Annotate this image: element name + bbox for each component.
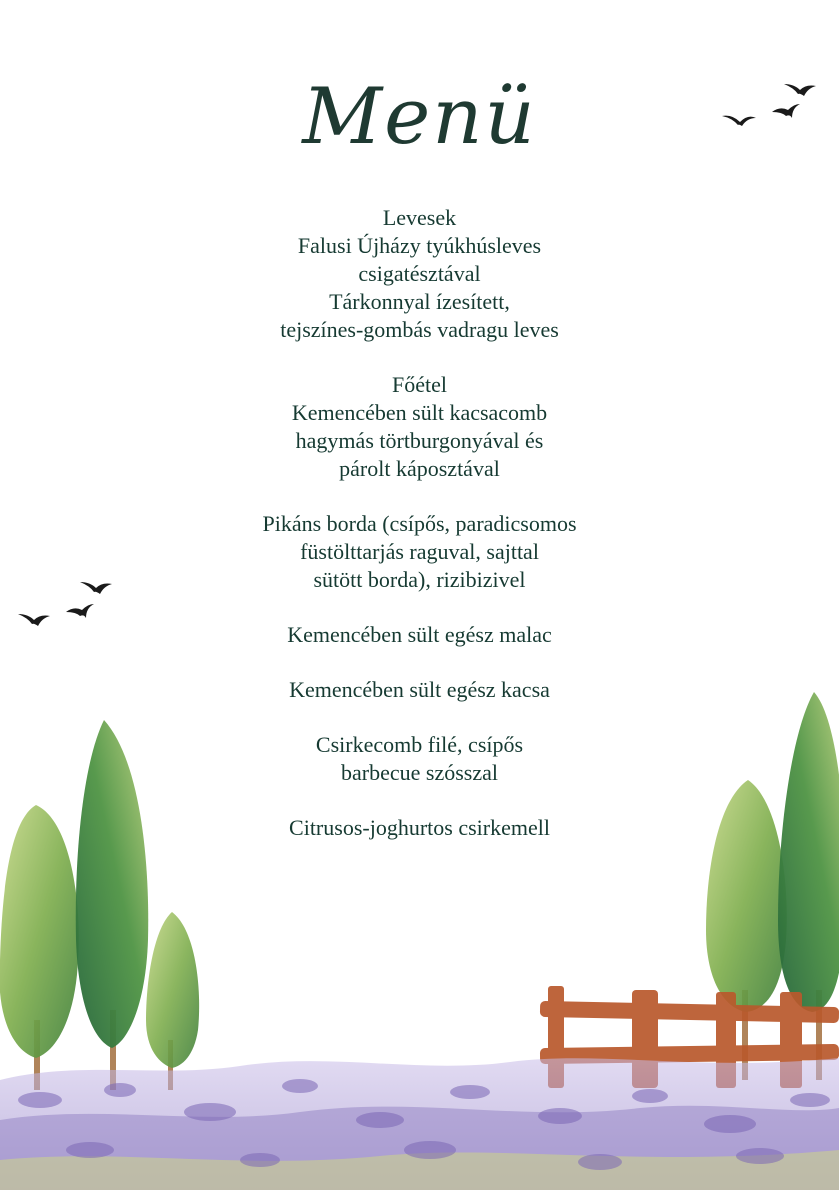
menu-line: tejszínes-gombás vadragu leves: [280, 317, 559, 342]
menu-line: hagymás törtburgonyával és: [295, 428, 544, 453]
menu-line: Tárkonnyal ízesített,: [329, 289, 510, 314]
menu-line: füstölttarjás raguval, sajttal: [300, 539, 539, 564]
cypress-tree-icon: [146, 912, 199, 1090]
menu-line: Kemencében sült kacsacomb: [291, 400, 548, 425]
menu-line: sütött borda), rizibizivel: [313, 567, 526, 592]
menu-line: barbecue szósszal: [341, 760, 498, 785]
menu-section-item: [0, 814, 839, 842]
lavender-field-icon: [0, 1058, 839, 1190]
menu-list: [0, 204, 839, 869]
menu-section-soups: [0, 204, 839, 344]
menu-line: Citrusos-joghurtos csirkemell: [289, 815, 550, 840]
menu-section-item: [0, 731, 839, 787]
menu-section-item: [0, 621, 839, 649]
menu-line: Levesek: [382, 205, 457, 230]
menu-section-item: [0, 676, 839, 704]
menu-line: Falusi Újházy tyúkhúsleves: [297, 233, 542, 258]
menu-section-item: [0, 510, 839, 594]
menu-line: csigatésztával: [358, 261, 481, 286]
wooden-fence-icon: [540, 986, 839, 1088]
menu-section-mains: [0, 371, 839, 483]
menu-title: Menü: [302, 72, 537, 162]
menu-line: párolt káposztával: [339, 456, 500, 481]
menu-line: Pikáns borda (csípős, paradicsomos: [262, 511, 577, 536]
menu-line: Kemencében sült egész kacsa: [289, 677, 550, 702]
menu-line: Csirkecomb filé, csípős: [315, 732, 524, 757]
menu-line: Kemencében sült egész malac: [287, 622, 552, 647]
menu-line: Főétel: [392, 372, 447, 397]
